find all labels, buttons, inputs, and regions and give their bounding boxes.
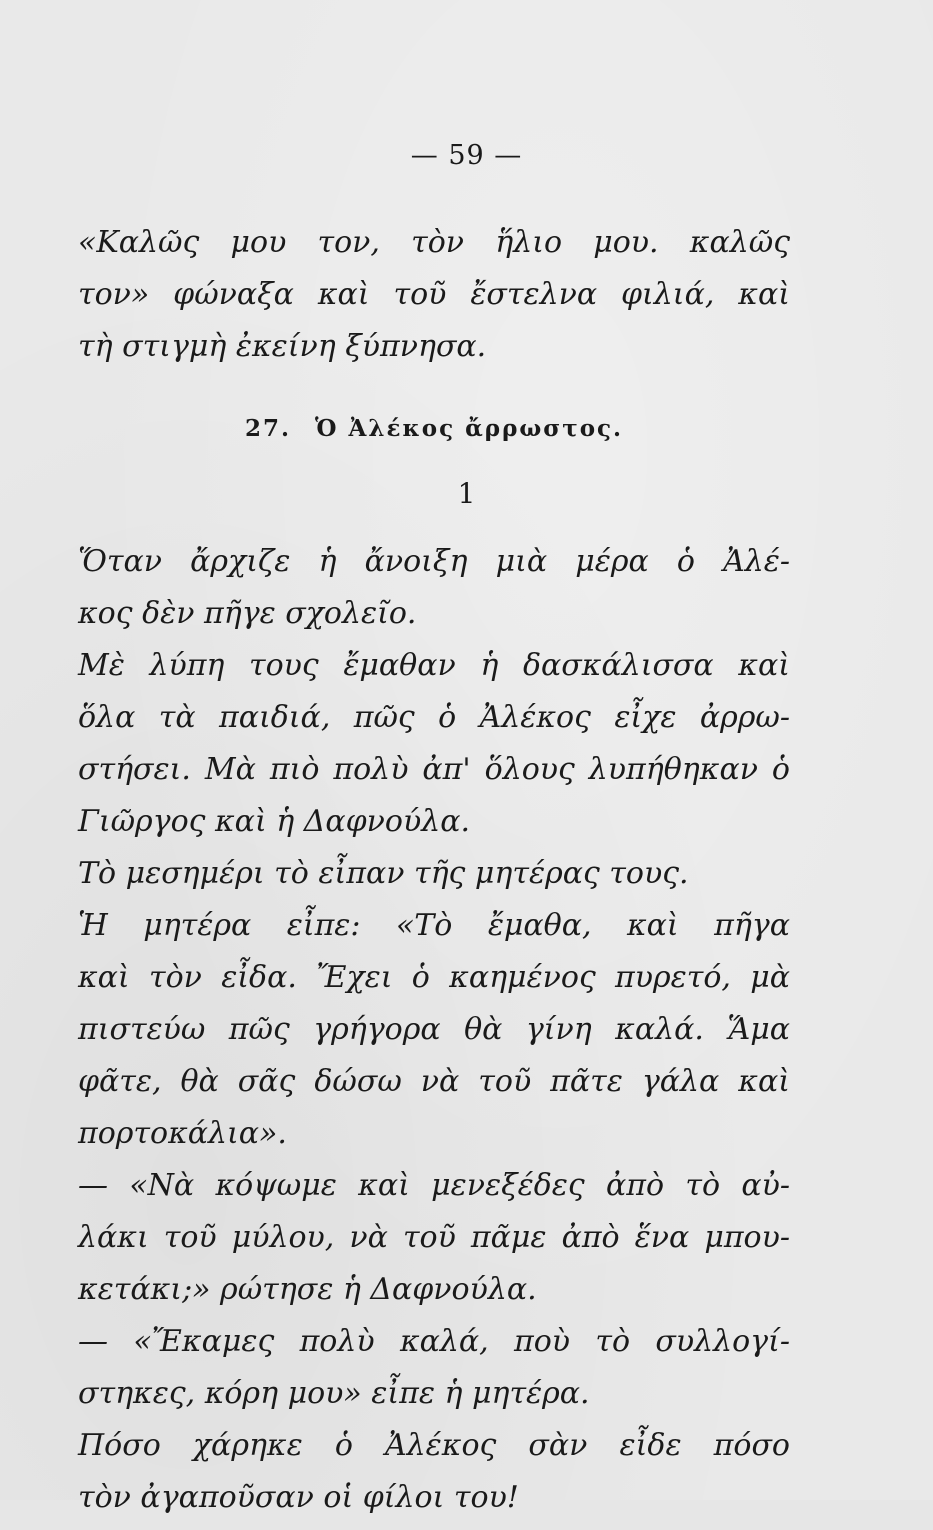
story-body bbox=[78, 542, 790, 1530]
text-line: κος δὲν πῆγε σχολεῖο. bbox=[78, 596, 417, 631]
text-line: πιστεύω πῶς γρήγορα θὰ γίνη καλά. Ἅμα bbox=[78, 1012, 790, 1047]
page-number: — 59 — bbox=[410, 140, 523, 171]
text-line: τον» φώναξα καὶ τοῦ ἔστελνα φιλιά, καὶ bbox=[78, 277, 790, 312]
text-line: Πόσο χάρηκε ὁ Ἀλέκος σὰν εἶδε πόσο bbox=[78, 1428, 790, 1463]
text-line: Τὸ μεσημέρι τὸ εἶπαν τῆς μητέρας τους. bbox=[78, 856, 689, 891]
text-line: τὴ στιγμὴ ἐκείνη ξύπνησα. bbox=[78, 329, 487, 364]
text-line: — «Νὰ κόψωμε καὶ μενεξέδες ἀπὸ τὸ αὐ- bbox=[78, 1168, 790, 1203]
text-line: στήσει. Μὰ πιὸ πολὺ ἀπ' ὅλους λυπήθηκαν ὁ bbox=[78, 752, 790, 787]
text-line: Μὲ λύπη τους ἔμαθαν ἡ δασκάλισσα καὶ bbox=[78, 648, 790, 683]
section-part-number: 1 bbox=[457, 477, 476, 510]
text-line: Ἡ μητέρα εἶπε: «Τὸ ἔμαθα, καὶ πῆγα bbox=[78, 908, 790, 943]
section-title: Ὁ Ἀλέκος ἄρρωστος. bbox=[315, 415, 624, 442]
intro-paragraph bbox=[78, 223, 790, 379]
section-heading bbox=[245, 415, 623, 442]
text-line: — «Ἔκαμες πολὺ καλά, ποὺ τὸ συλλογί- bbox=[78, 1324, 790, 1359]
text-line: κετάκι;» ρώτησε ἡ Δαφνούλα. bbox=[78, 1272, 537, 1307]
text-line: Γιῶργος καὶ ἡ Δαφνούλα. bbox=[78, 804, 471, 839]
text-line: τὸν ἀγαποῦσαν οἱ φίλοι του! bbox=[78, 1480, 519, 1515]
section-number: 27. bbox=[245, 415, 292, 442]
text-line: Ὅταν ἄρχιζε ἡ ἄνοιξη μιὰ μέρα ὁ Ἀλέ- bbox=[78, 544, 790, 579]
text-line: «Καλῶς μου τον, τὸν ἥλιο μου. καλῶς bbox=[78, 225, 790, 260]
text-line: φᾶτε, θὰ σᾶς δώσω νὰ τοῦ πᾶτε γάλα καὶ bbox=[78, 1064, 790, 1099]
text-line: στηκες, κόρη μου» εἶπε ἡ μητέρα. bbox=[78, 1376, 590, 1411]
text-line: πορτοκάλια». bbox=[78, 1116, 287, 1151]
text-line: λάκι τοῦ μύλου, νὰ τοῦ πᾶμε ἀπὸ ἕνα μπου- bbox=[78, 1220, 790, 1255]
text-line: καὶ τὸν εἶδα. Ἔχει ὁ καημένος πυρετό, μὰ bbox=[78, 960, 790, 995]
text-line: ὅλα τὰ παιδιά, πῶς ὁ Ἀλέκος εἶχε ἀρρω- bbox=[78, 700, 790, 735]
